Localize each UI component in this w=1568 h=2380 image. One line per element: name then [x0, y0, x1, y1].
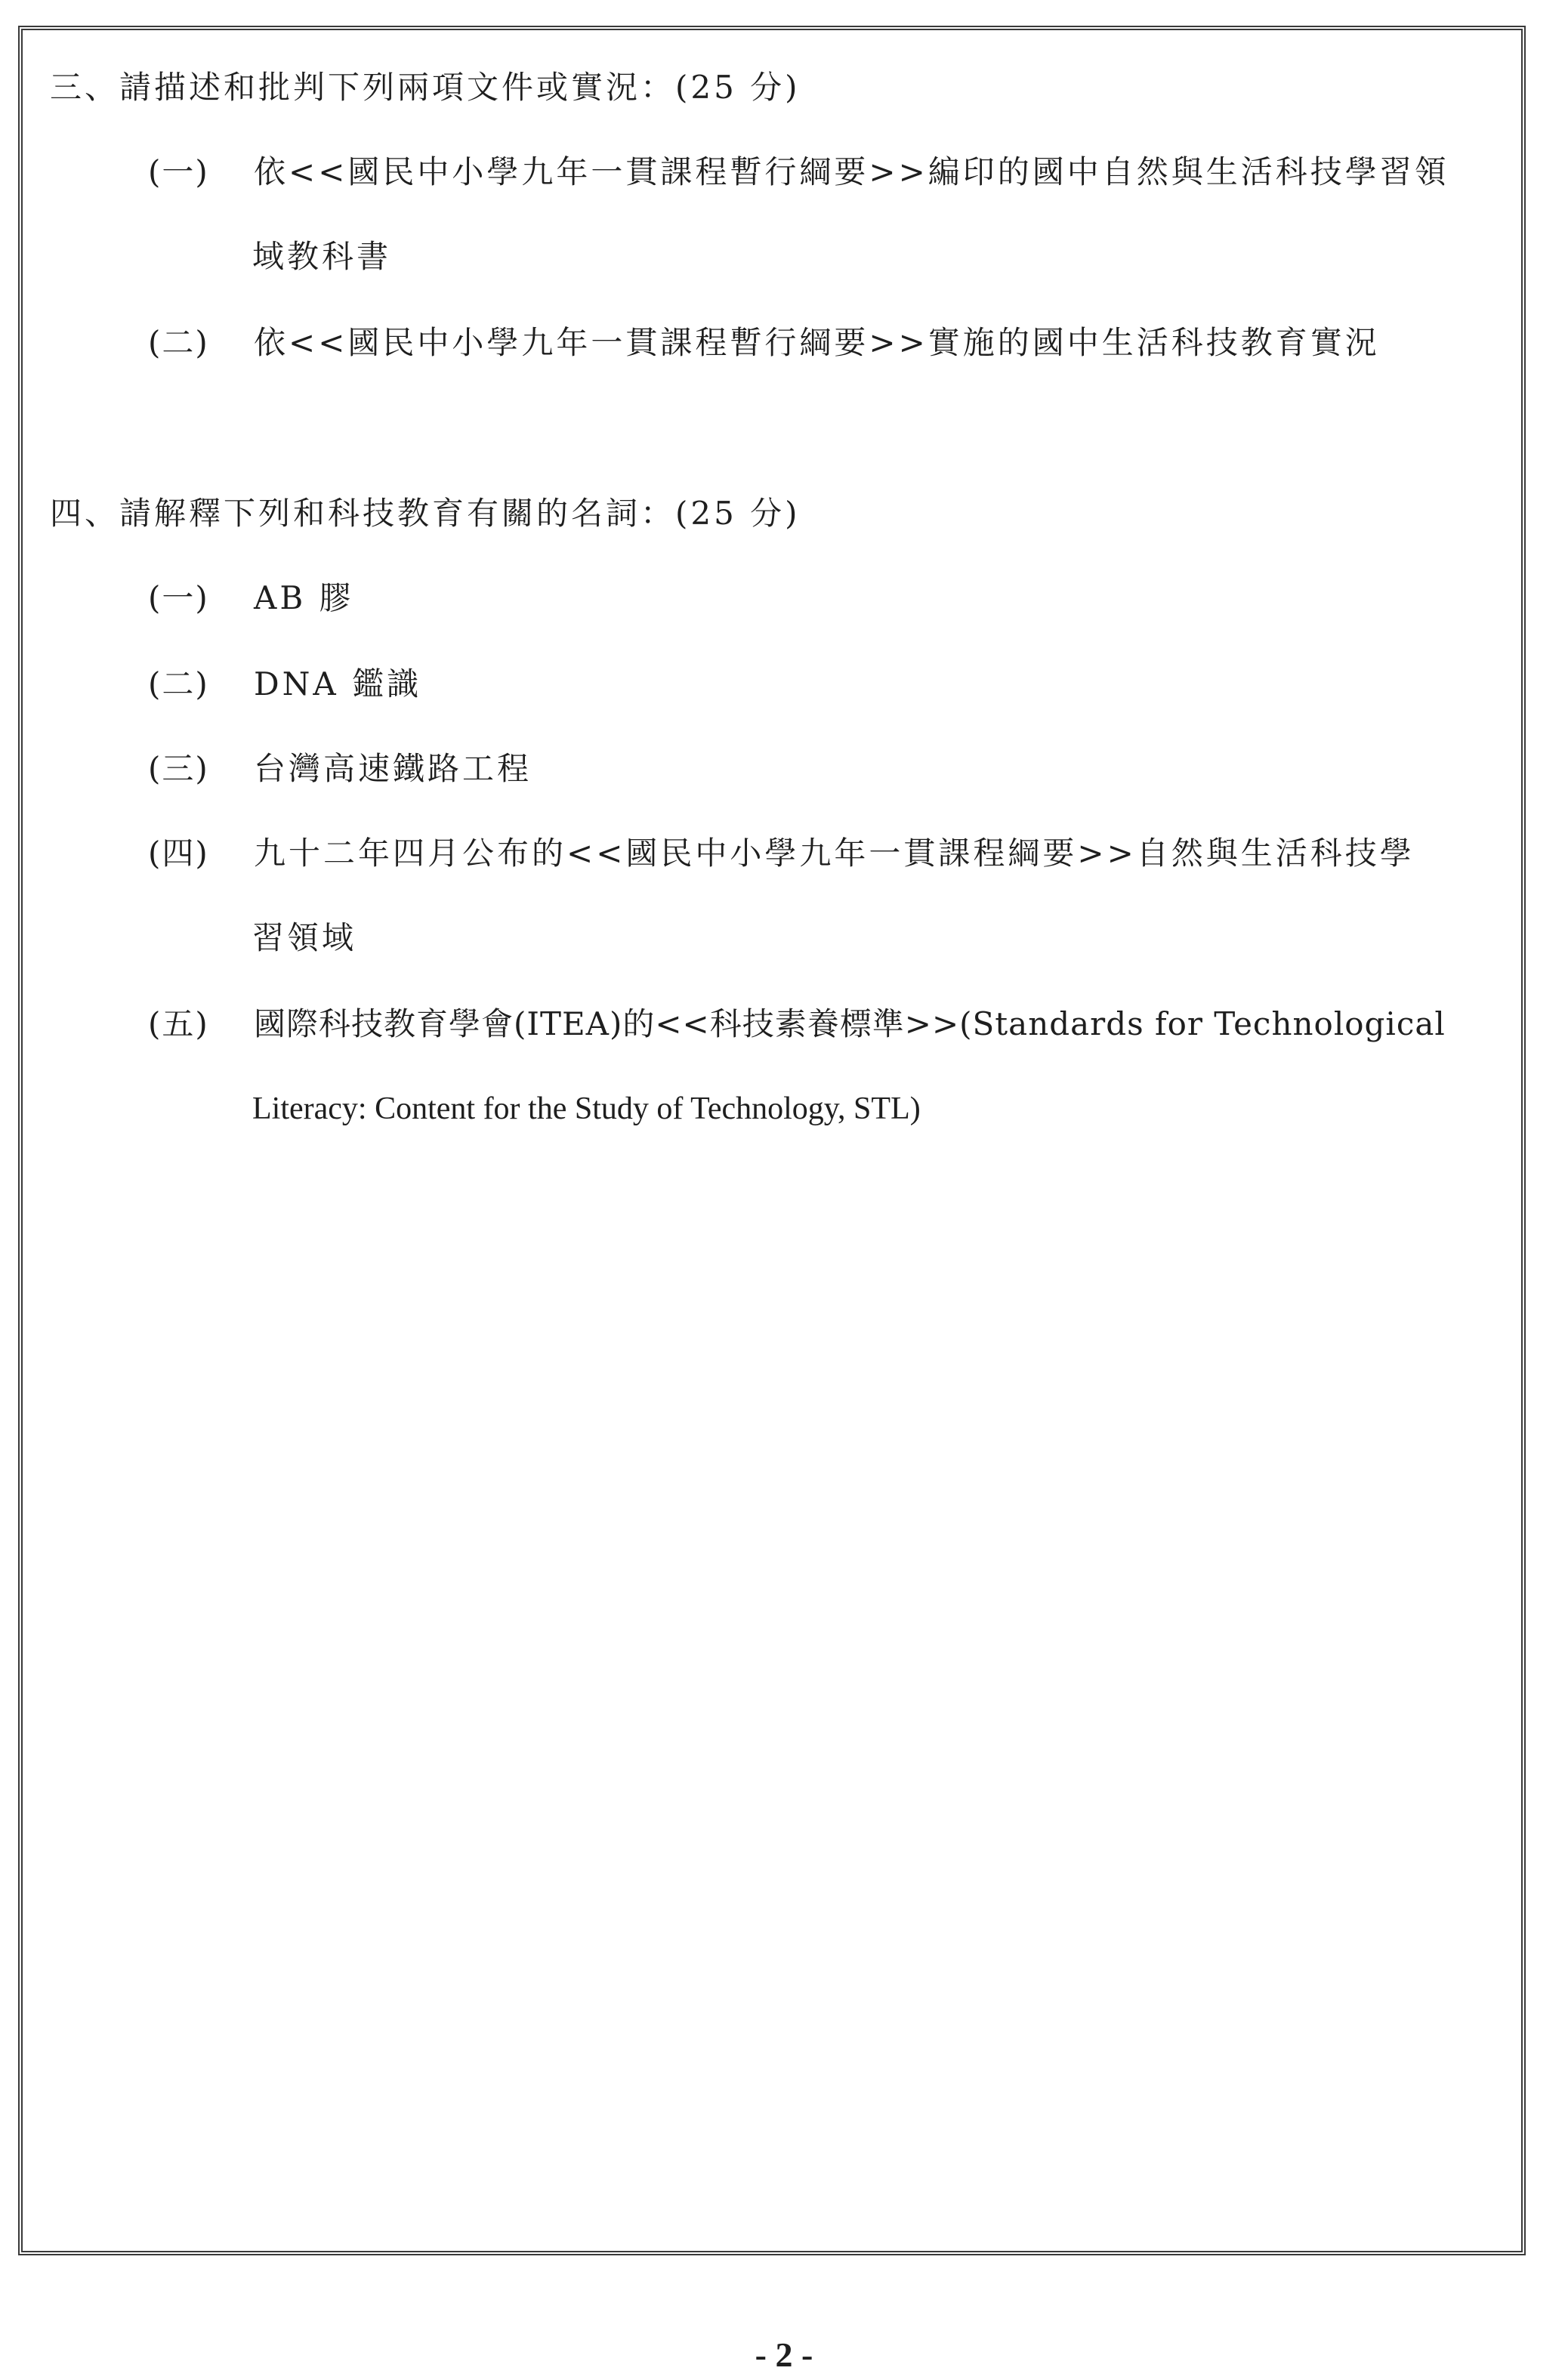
question-3-heading: 三、請描述和批判下列兩項文件或實況：(25 分): [50, 69, 801, 106]
question-4-item-4: [148, 831, 1415, 876]
item-marker: (一): [148, 153, 209, 190]
question-3-item-1: [148, 150, 1449, 195]
item-marker: (二): [148, 324, 209, 361]
question-4-item-1: [148, 576, 354, 621]
item-marker: (四): [148, 835, 209, 872]
item-text: 台灣高速鐵路工程: [254, 750, 532, 787]
question-4-item-5: [148, 1002, 1446, 1047]
item-text: DNA 鑑識: [254, 665, 422, 702]
question-4-item-5-continuation: Literacy: Content for the Study of Technology, STL): [252, 1091, 921, 1126]
item-text: 九十二年四月公布的<<國民中小學九年一貫課程綱要>>自然與生活科技學: [254, 835, 1415, 872]
question-4-item-3: [148, 746, 532, 792]
question-4-heading: 四、請解釋下列和科技教育有關的名詞：(25 分): [50, 495, 801, 532]
question-4-item-4-continuation: 習領域: [252, 919, 357, 956]
question-3-item-2: [148, 320, 1380, 366]
question-4-item-2: [148, 662, 421, 707]
item-marker: (五): [148, 1005, 209, 1042]
page-number: - 2 -: [755, 2335, 813, 2374]
question-3-item-1-continuation: 域教科書: [252, 238, 392, 275]
item-marker: (二): [148, 665, 209, 702]
item-text: 依<<國民中小學九年一貫課程暫行綱要>>實施的國中生活科技教育實況: [254, 324, 1380, 361]
item-text: AB 膠: [254, 579, 354, 616]
item-marker: (三): [148, 750, 209, 787]
item-text: 國際科技教育學會(ITEA)的<<科技素養標準>>(Standards for Technological: [254, 1005, 1446, 1042]
item-text: 依<<國民中小學九年一貫課程暫行綱要>>編印的國中自然與生活科技學習領: [254, 153, 1449, 190]
item-marker: (一): [148, 579, 209, 616]
